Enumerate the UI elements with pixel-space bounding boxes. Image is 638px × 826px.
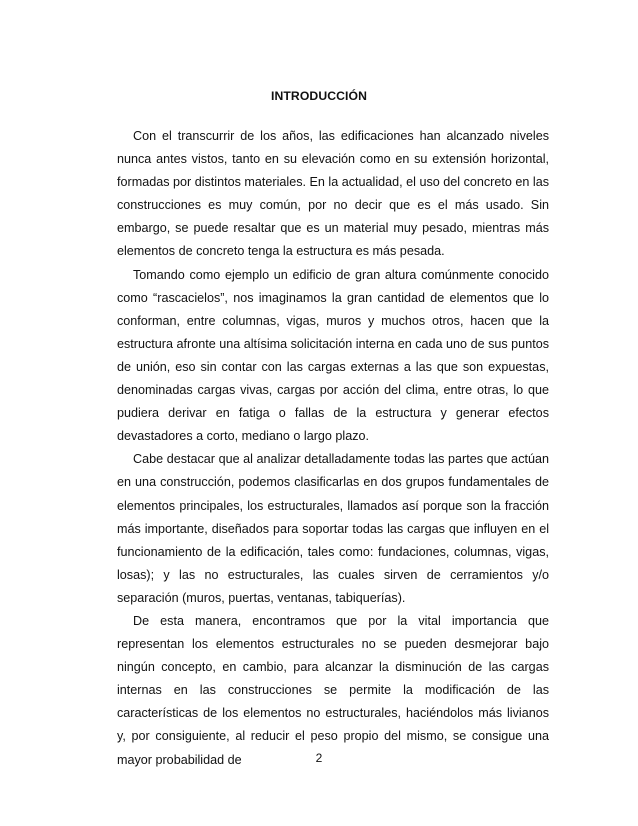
paragraph-2: Tomando como ejemplo un edificio de gran altura comúnmente conocido como “rascacielos”, nos imaginamos la gran cantidad de elementos que lo conforman, entre columnas, vigas, muros y muchos otros, hacen que la estructura afronte una altísima solicitación interna en cada uno de sus puntos de unión, eso sin contar con las cargas externas a las que son expuestas, denominadas cargas vivas, cargas por acción del clima, entre otras, lo que pudiera derivar en fatiga o fallas de la estructura y generar efectos devastadores a corto, mediano o largo plazo. xyxy=(117,267,549,444)
paragraph-4: De esta manera, encontramos que por la vital importancia que representan los elementos estructurales no se pueden desmejorar bajo ningún concepto, en cambio, para alcanzar la disminución de las cargas internas en las construcciones se permite la modificación de las características de los elementos no estructurales, haciéndolos más livianos y, por consiguiente, al reducir el peso propio del mismo, se consigue una mayor probabilidad de xyxy=(117,613,549,767)
page-number: 2 xyxy=(315,751,323,765)
page-title: INTRODUCCIÓN xyxy=(271,89,367,103)
paragraph-3: Cabe destacar que al analizar detalladamente todas las partes que actúan en una construcción, podemos clasificarlas en dos grupos fundamentales de elementos principales, los estructurales, llamados así porque son la fracción más importante, diseñados para soportar todas las cargas que influyen en el funcionamiento de la edificación, tales como: fundaciones, columnas, vigas, losas); y las no estructurales, las cuales sirven de cerramientos y/o separación (muros, puertas, ventanas, tabiquerías). xyxy=(117,452,549,605)
paragraph-1: Con el transcurrir de los años, las edificaciones han alcanzado niveles nunca antes vistos, tanto en su elevación como en su extensión horizontal, formadas por distintos materiales. En la actualidad, el uso del concreto en las construcciones es muy común, por no decir que es el más usado. Sin embargo, se puede resaltar que es un material muy pesado, mientras más elementos de concreto tenga la estructura es más pesada. xyxy=(117,129,549,259)
body-text xyxy=(117,125,549,772)
